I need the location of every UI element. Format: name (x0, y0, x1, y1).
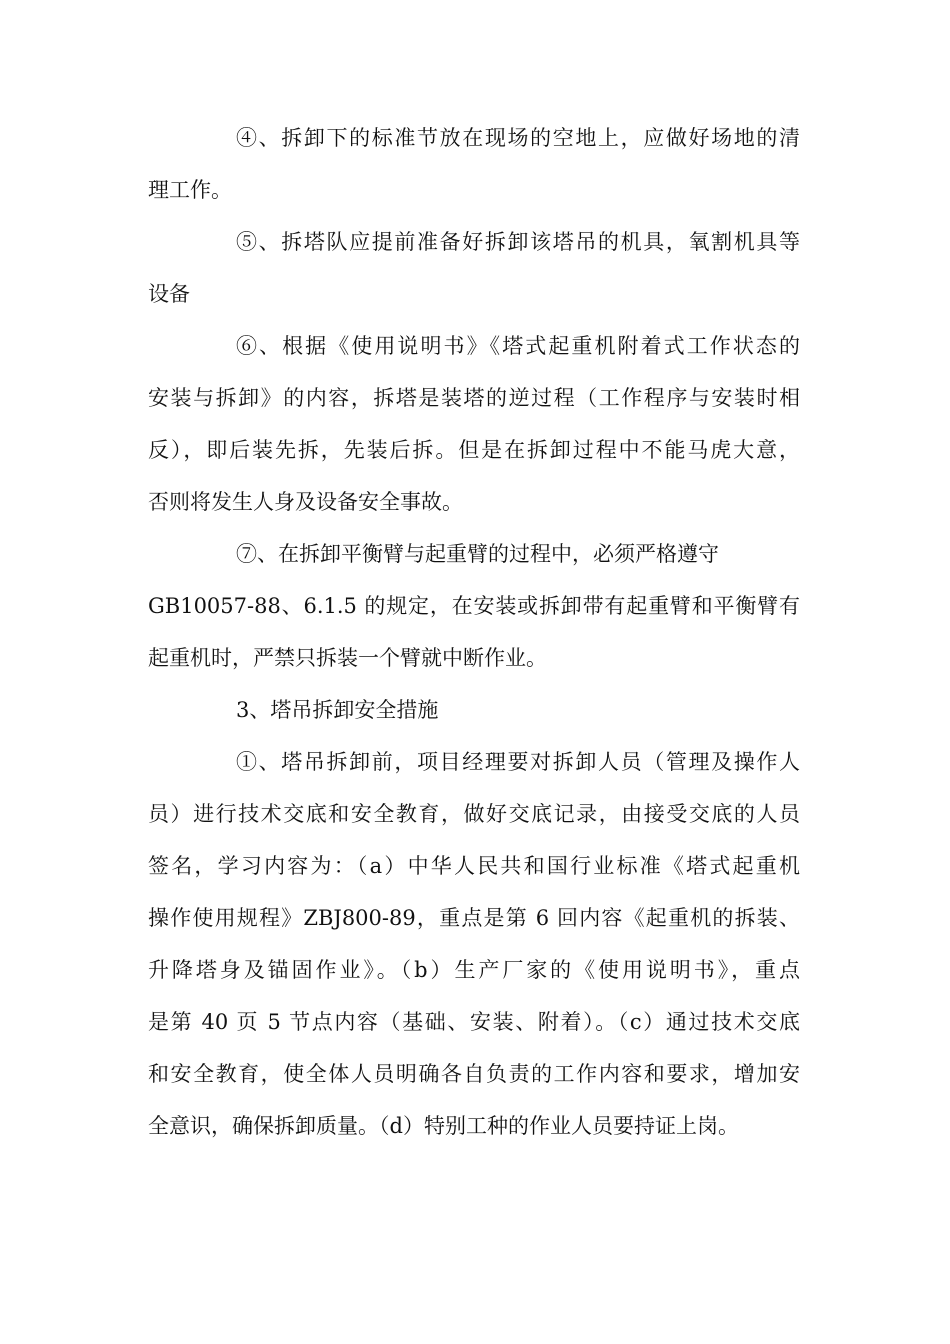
paragraph-6-line-4: 否则将发生人身及设备安全事故。 (148, 490, 463, 514)
paragraph-7-line-2: GB10057-88、6.1.5 的规定，在安装或拆卸带有起重臂和平衡臂有 (148, 594, 800, 618)
paragraph-5-line-2: 设备 (148, 282, 190, 306)
paragraph-7-line-3: 起重机时，严禁只拆装一个臂就中断作业。 (148, 646, 547, 670)
paragraph-4-line-2: 理工作。 (148, 178, 232, 202)
paragraph-1-line-3: 签名，学习内容为：（a）中华人民共和国行业标准《塔式起重机 (148, 854, 800, 878)
paragraph-1-line-6: 是第 40 页 5 节点内容（基础、安装、附着）。（c）通过技术交底 (148, 1010, 800, 1034)
paragraph-1-line-2: 员）进行技术交底和安全教育，做好交底记录，由接受交底的人员 (148, 802, 800, 826)
paragraph-4-line-1: ④、拆卸下的标准节放在现场的空地上，应做好场地的清 (236, 126, 800, 150)
paragraph-1-line-8: 全意识，确保拆卸质量。（d）特别工种的作业人员要持证上岗。 (148, 1114, 739, 1138)
paragraph-6-line-1: ⑥、根据《使用说明书》《塔式起重机附着式工作状态的 (236, 334, 800, 358)
section-heading: 3、塔吊拆卸安全措施 (236, 698, 439, 722)
paragraph-1-line-4: 操作使用规程》ZBJ800-89，重点是第 6 回内容《起重机的拆装、 (148, 906, 800, 930)
paragraph-5-line-1: ⑤、拆塔队应提前准备好拆卸该塔吊的机具，氧割机具等 (236, 230, 800, 254)
paragraph-1-line-7: 和安全教育，使全体人员明确各自负责的工作内容和要求，增加安 (148, 1062, 800, 1086)
paragraph-7-line-1: ⑦、在拆卸平衡臂与起重臂的过程中，必须严格遵守 (236, 542, 719, 566)
paragraph-6-line-3: 反），即后装先拆，先装后拆。但是在拆卸过程中不能马虎大意， (148, 438, 800, 462)
paragraph-1-line-5: 升降塔身及锚固作业》。（b）生产厂家的《使用说明书》，重点 (148, 958, 800, 982)
paragraph-1-line-1: ①、塔吊拆卸前，项目经理要对拆卸人员（管理及操作人 (236, 750, 800, 774)
paragraph-6-line-2: 安装与拆卸》的内容，拆塔是装塔的逆过程（工作程序与安装时相 (148, 386, 800, 410)
